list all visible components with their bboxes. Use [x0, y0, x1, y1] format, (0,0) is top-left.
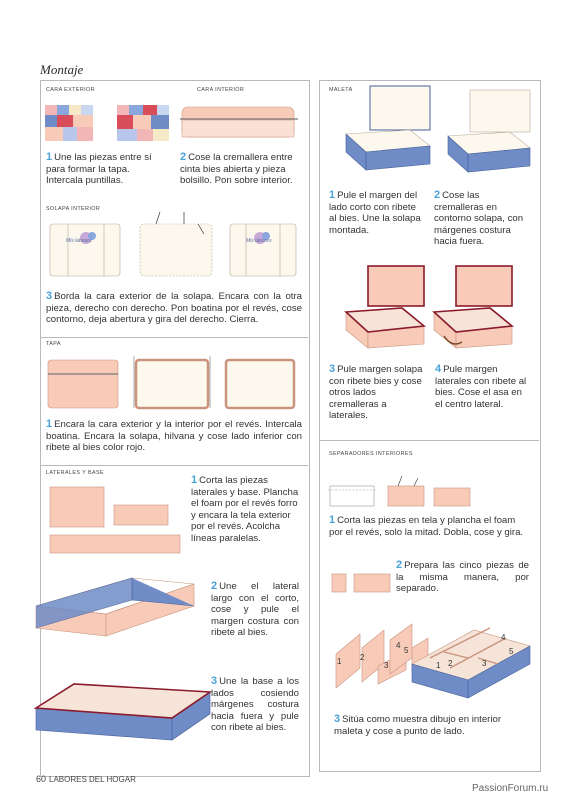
maleta-step-2-text: 2 Cose las cremalleras en contorno solapa, con márgenes costura hacia fuera.: [434, 189, 524, 248]
section-tapa: TAPA: [46, 341, 61, 347]
laterales-step-3-text: 3 Une la base a los lados cosiendo márgenes costura hacia fuera y pule con ribete al bies.: [211, 675, 299, 734]
page-title: Montaje: [40, 62, 84, 77]
layout-number-l2: 2: [360, 653, 365, 662]
maleta-step-4-text: 4 Pule margen laterales con ribete al bies. Cose el asa en el centro lateral.: [435, 363, 527, 410]
separadores-layout-illustration: [328, 618, 532, 700]
embroidery-label-1: Mis labores: [66, 238, 92, 244]
layout-number-l5: 5: [404, 646, 409, 655]
section-maleta: MALETA: [329, 87, 353, 93]
layout-number-r5: 5: [509, 647, 514, 656]
layout-number-l4: 4: [396, 641, 401, 650]
layout-number-r1: 1: [436, 661, 441, 670]
layout-number-r4: 4: [501, 633, 506, 642]
laterales-pieces-illustration: [46, 485, 186, 557]
divider: [40, 465, 308, 466]
maleta-illustration-1: [326, 86, 436, 182]
section-cara-interior: CARA INTERIOR: [197, 87, 245, 93]
layout-number-r2: 2: [448, 659, 453, 668]
maleta-illustration-2: [436, 90, 536, 182]
maleta-illustration-4: [428, 264, 516, 360]
section-laterales: LATERALES Y BASE: [46, 470, 104, 476]
maleta-step-3-text: 3 Pule margen solapa con ribete bies y cose otros lados cremalleras a laterales.: [329, 363, 423, 422]
patchwork-illustration: [45, 105, 175, 147]
watermark: PassionForum.ru: [472, 783, 549, 794]
maleta-step-1-text: 1 Pule el margen del lado corto con ribete al bies. Une la solapa montada.: [329, 189, 421, 236]
step-1-text: 1 Une las piezas entre sí para formar la tapa. Intercala puntillas.: [46, 151, 152, 187]
step-3-text: 3 Borda la cara exterior de la solapa. Encara con la otra pieza, derecho con derecho. Pon boatina por el revés, cose contorno, deja abertura y gira del derecho. Cierra.: [46, 290, 302, 326]
section-separadores: SEPARADORES INTERIORES: [329, 451, 413, 457]
section-cara-exterior: CARA EXTERIOR: [46, 87, 95, 93]
separadores-pieces-illustration: [330, 570, 394, 596]
separadores-step-2-text: 2 Prepara las cinco piezas de la misma manera, por separado.: [396, 559, 529, 595]
laterales-step-1-text: 1 Corta las piezas laterales y base. Plancha el foam por el revés forro y encara la tela exterior por el revés. Acolcha líneas paralelas.: [191, 474, 299, 544]
layout-number-l1: 1: [337, 657, 342, 666]
divider: [319, 440, 539, 441]
laterales-join-illustration: [34, 576, 204, 646]
base-join-illustration: [34, 676, 210, 748]
laterales-step-2-text: 2 Une el lateral largo con el corto, cose y pule el margen costura con ribete al bies.: [211, 580, 299, 639]
maleta-illustration-3: [340, 264, 428, 360]
magazine-name: LABORES DEL HOGAR: [49, 775, 136, 784]
separadores-step-3-text: 3 Sitúa como muestra dibujo en interior maleta y cose a punto de lado.: [334, 713, 502, 737]
embroidery-label-2: Mis labores: [246, 238, 272, 244]
zipper-panel-illustration: [180, 103, 300, 143]
tapa-step-1-text: 1 Encara la cara exterior y la interior por el revés. Intercala boatina. Encara la solapa, hilvana y cose lado inferior con ribete al bies color rojo.: [46, 418, 302, 454]
layout-number-r3: 3: [482, 659, 487, 668]
separadores-step-1-text: 1 Corta las piezas en tela y plancha el foam por el revés, solo la mitad. Dobla, cose y gira.: [329, 514, 524, 538]
separadores-illustration: [328, 470, 478, 510]
layout-number-l3: 3: [384, 661, 389, 670]
divider: [40, 337, 308, 338]
tapa-illustration: [46, 352, 296, 412]
page-footer: [36, 774, 136, 784]
section-solapa-interior: SOLAPA INTERIOR: [46, 206, 101, 212]
step-2-text: 2 Cose la cremallera entre cinta bies abierta y pieza bolsillo. Pon sobre interior.: [180, 151, 293, 187]
page-number: 60: [36, 774, 47, 784]
